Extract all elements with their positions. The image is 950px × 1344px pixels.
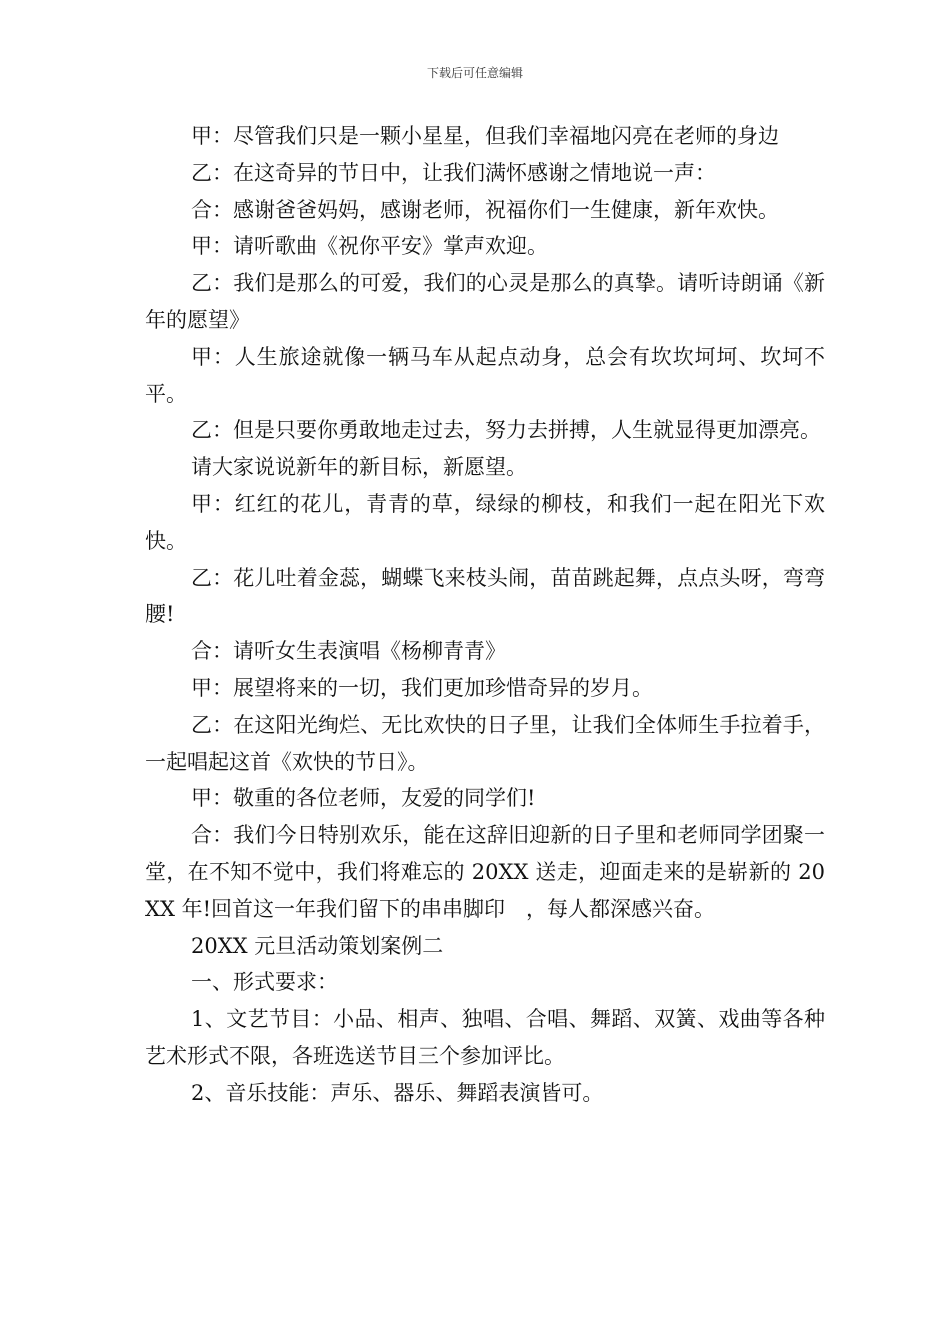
paragraph: 合：我们今日特别欢乐，能在这辞旧迎新的日子里和老师同学团聚一堂，在不知不觉中，我们将难忘的 20XX 送走，迎面走来的是崭新的 20XX 年!回首这一年我们留下的串串脚印 ，每人都深感兴奋。: [145, 823, 825, 921]
paragraph: 乙：花儿吐着金蕊，蝴蝶飞来枝头闹，苗苗跳起舞，点点头呀，弯弯腰!: [145, 565, 825, 627]
paragraph: 甲：人生旅途就像一辆马车从起点动身，总会有坎坎坷坷、坎坷不平。: [145, 344, 825, 406]
paragraph: 乙：在这阳光绚烂、无比欢快的日子里，让我们全体师生手拉着手，一起唱起这首《欢快的节日》。: [145, 712, 825, 774]
paragraph: 甲：展望将来的一切，我们更加珍惜奇异的岁月。: [191, 675, 653, 700]
subsection-heading: 一、形式要求：: [191, 970, 338, 995]
page-header: 下载后可任意编辑: [426, 66, 523, 80]
paragraph: 乙：但是只要你勇敢地走过去，努力去拼搏，人生就显得更加漂亮。: [191, 418, 821, 443]
paragraph: 甲：红红的花儿，青青的草，绿绿的柳枝，和我们一起在阳光下欢快。: [145, 491, 825, 553]
paragraph: 合：请听女生表演唱《杨柳青青》: [191, 639, 506, 664]
paragraph: 请大家说说新年的新目标，新愿望。: [191, 455, 527, 480]
paragraph: 甲：尽管我们只是一颗小星星，但我们幸福地闪亮在老师的身边: [191, 124, 779, 148]
paragraph: 合：感谢爸爸妈妈，感谢老师，祝福你们一生健康，新年欢快。: [191, 197, 779, 222]
paragraph: 甲：请听歌曲《祝你平安》掌声欢迎。: [191, 234, 548, 259]
section-heading: 20XX 元旦活动策划案例二: [191, 933, 444, 958]
paragraph: 乙：我们是那么的可爱，我们的心灵是那么的真挚。请听诗朗诵《新年的愿望》: [145, 271, 825, 332]
list-item: 2、音乐技能：声乐、器乐、舞蹈表演皆可。: [191, 1080, 604, 1105]
paragraph: 乙：在这奇异的节日中，让我们满怀感谢之情地说一声：: [191, 160, 716, 185]
document-body: [145, 118, 825, 1112]
paragraph: 甲：敬重的各位老师，友爱的同学们!: [191, 786, 536, 811]
list-item: 1、文艺节目：小品、相声、独唱、合唱、舞蹈、双簧、戏曲等各种艺术形式不限，各班选送节目三个参加评比。: [145, 1007, 825, 1068]
